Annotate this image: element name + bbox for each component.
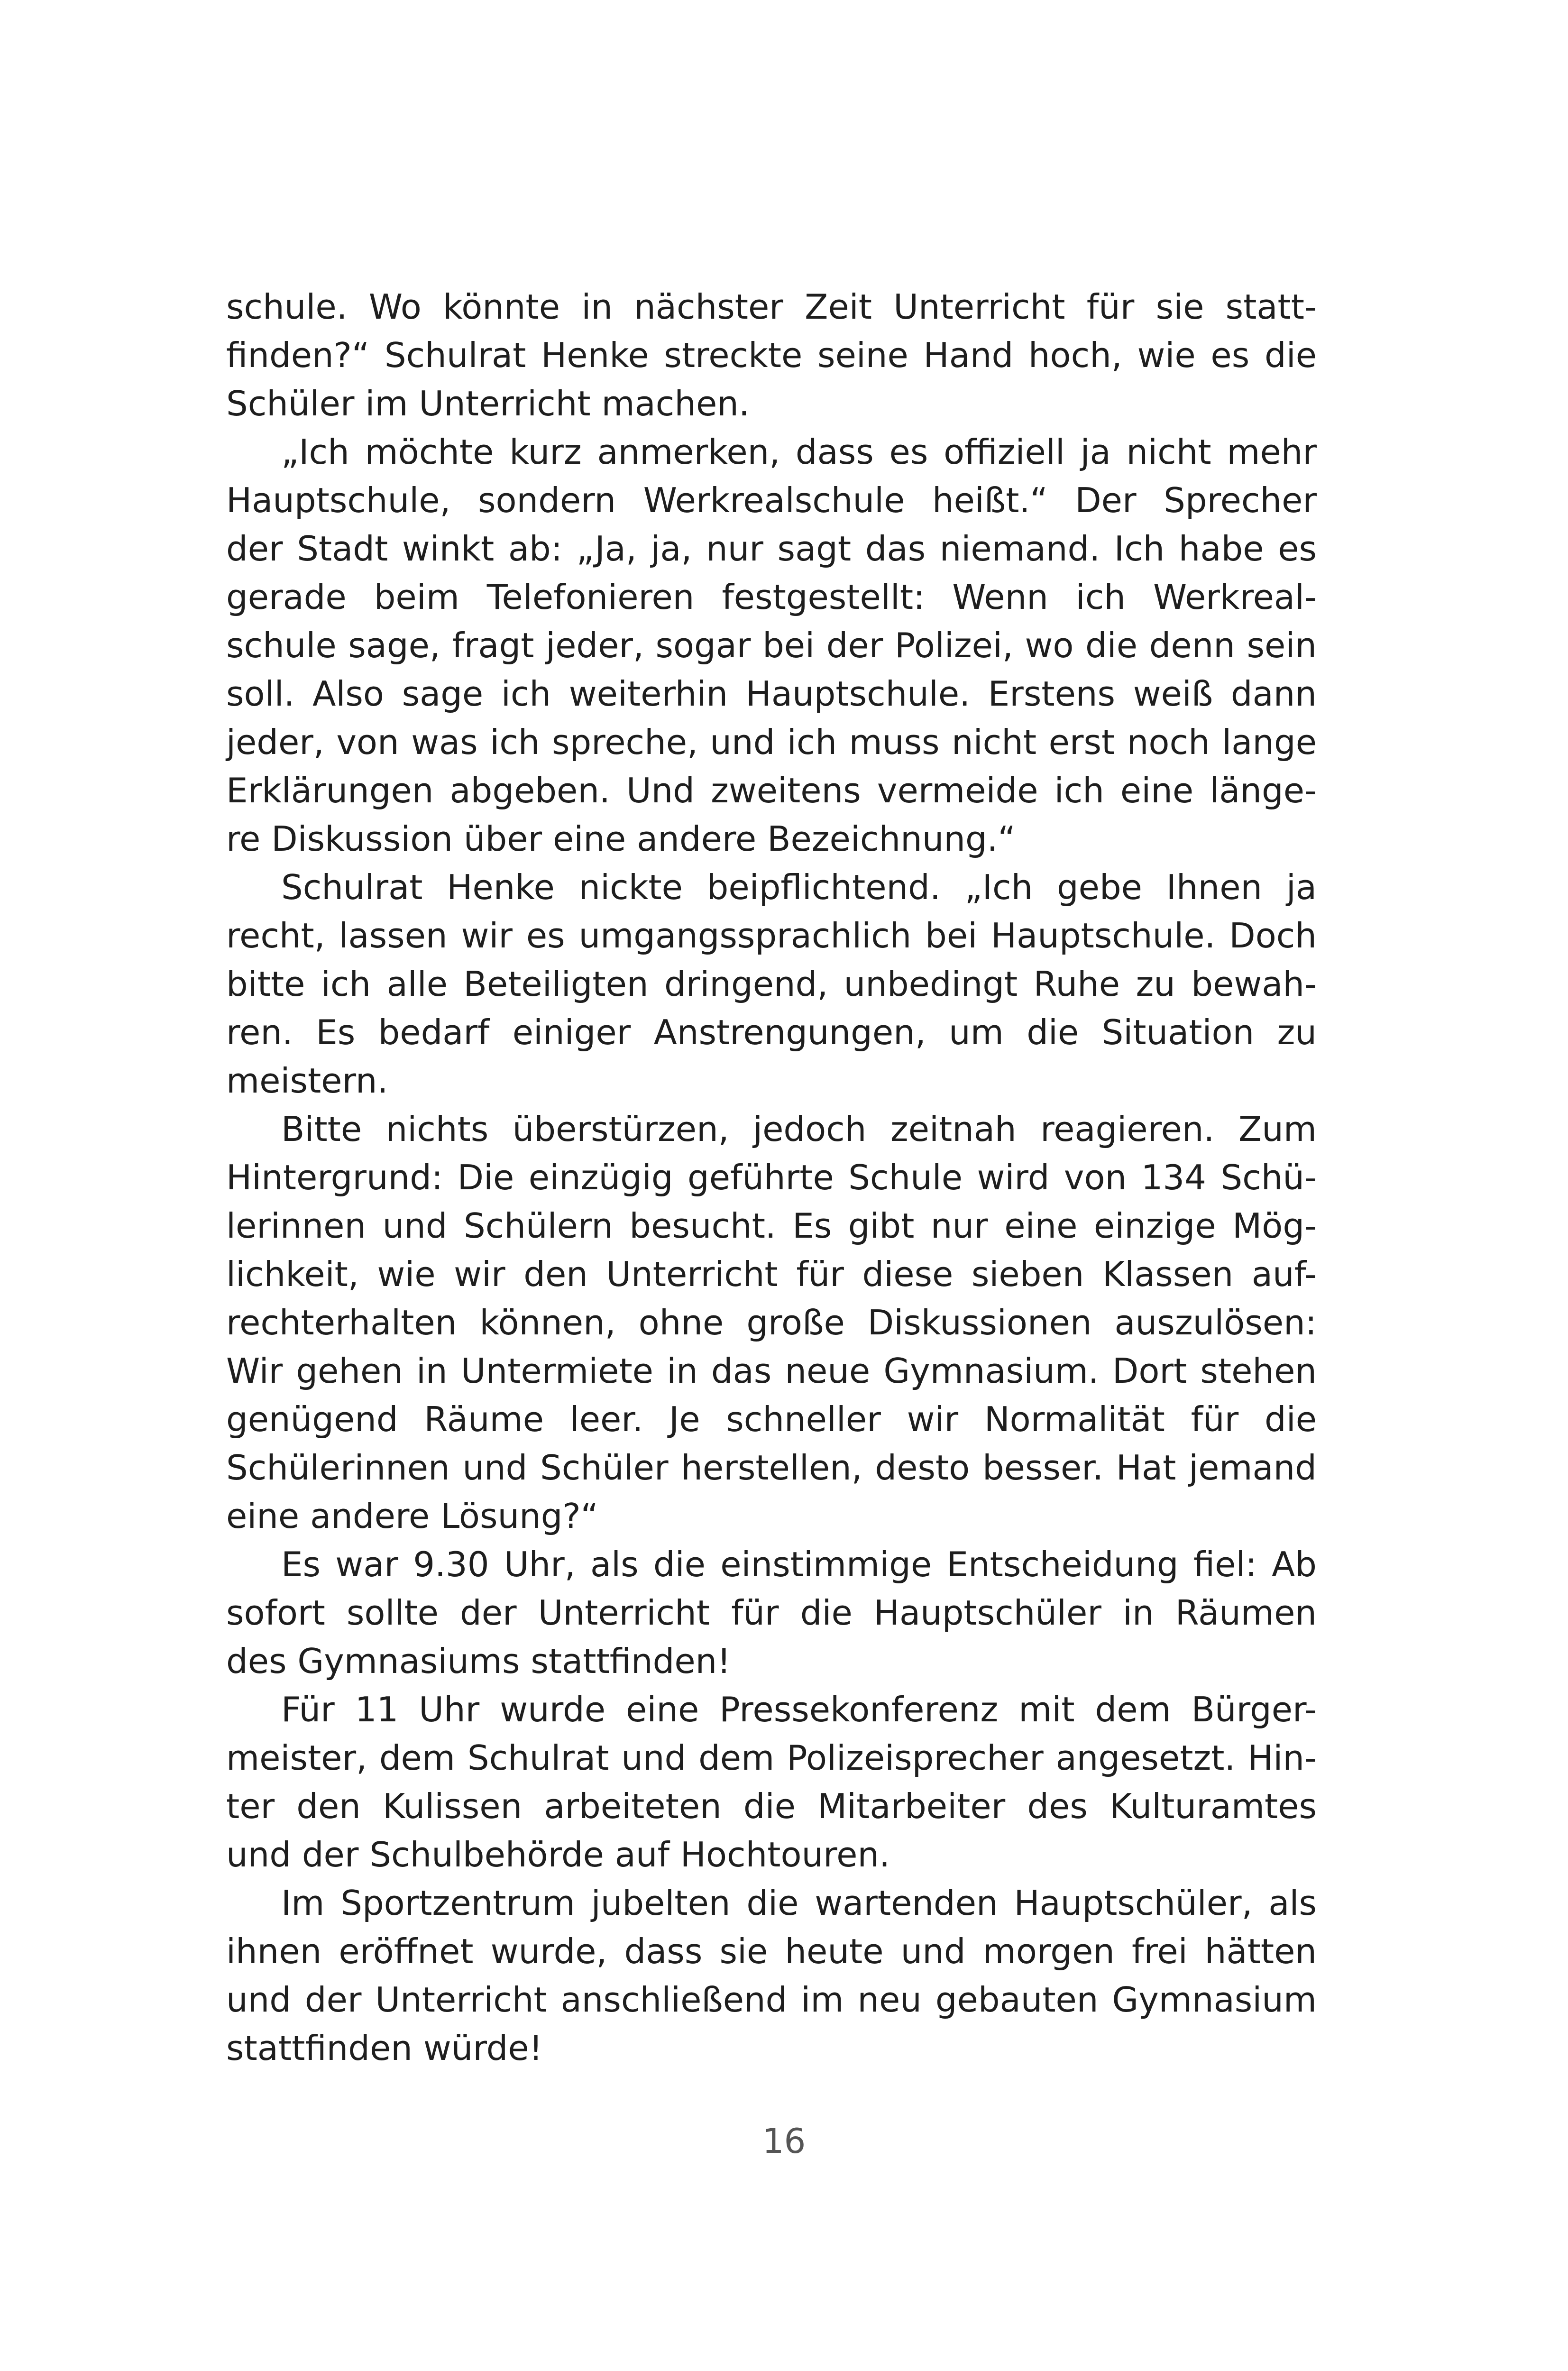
- text-line: genügend Räume leer. Je schneller wir Normalität für die: [226, 1399, 1317, 1439]
- text-line: Schülerinnen und Schüler herstellen, desto besser. Hat jemand: [226, 1448, 1317, 1488]
- text-line: Bitte nichts überstürzen, jedoch zeitnah reagieren. Zum: [281, 1109, 1317, 1149]
- text-line: stattfinden würde!: [226, 2028, 543, 2068]
- text-line: Schulrat Henke nickte beipflichtend. „Ich gebe Ihnen ja: [281, 867, 1317, 907]
- text-line: bitte ich alle Beteiligten dringend, unbedingt Ruhe zu bewah-: [226, 964, 1317, 1004]
- text-line: schule. Wo könnte in nächster Zeit Unterricht für sie statt-: [226, 287, 1317, 327]
- text-line: gerade beim Telefonieren festgestellt: Wenn ich Werkreal-: [226, 577, 1317, 617]
- text-line: Hauptschule, sondern Werkrealschule heißt.“ Der Sprecher: [226, 480, 1317, 520]
- text-line: meistern.: [226, 1061, 388, 1101]
- text-line: und der Unterricht anschließend im neu gebauten Gymnasium: [226, 1980, 1317, 2020]
- text-line: ren. Es bedarf einiger Anstrengungen, um die Situation zu: [226, 1012, 1317, 1052]
- text-line: ihnen eröffnet wurde, dass sie heute und morgen frei hätten: [226, 1931, 1317, 1971]
- text-line: lerinnen und Schülern besucht. Es gibt nur eine einzige Mög-: [226, 1206, 1317, 1246]
- text-line: Schüler im Unterricht machen.: [226, 384, 750, 423]
- text-line: recht, lassen wir es umgangssprachlich bei Hauptschule. Doch: [226, 916, 1317, 956]
- text-line: Wir gehen in Untermiete in das neue Gymnasium. Dort stehen: [226, 1351, 1317, 1391]
- text-line: ter den Kulissen arbeiteten die Mitarbeiter des Kulturamtes: [226, 1786, 1317, 1826]
- text-line: „Ich möchte kurz anmerken, dass es offiziell ja nicht mehr: [281, 432, 1317, 472]
- text-line: eine andere Lösung?“: [226, 1496, 598, 1536]
- text-line: der Stadt winkt ab: „Ja, ja, nur sagt das niemand. Ich habe es: [226, 529, 1317, 569]
- text-line: Erklärungen abgeben. Und zweitens vermeide ich eine länge-: [226, 771, 1317, 810]
- text-line: des Gymnasiums stattfinden!: [226, 1641, 731, 1681]
- text-line: Für 11 Uhr wurde eine Pressekonferenz mit dem Bürger-: [281, 1690, 1317, 1729]
- page-number: 16: [762, 2121, 806, 2161]
- text-line: re Diskussion über eine andere Bezeichnung.“: [226, 819, 1016, 859]
- text-line: finden?“ Schulrat Henke streckte seine Hand hoch, wie es die: [226, 335, 1317, 375]
- text-line: jeder, von was ich spreche, und ich muss nicht erst noch lange: [226, 722, 1317, 762]
- text-line: rechterhalten können, ohne große Diskussionen auszulösen:: [226, 1303, 1317, 1342]
- text-line: und der Schulbehörde auf Hochtouren.: [226, 1835, 890, 1875]
- text-line: Es war 9.30 Uhr, als die einstimmige Entscheidung fiel: Ab: [281, 1544, 1317, 1584]
- text-line: soll. Also sage ich weiterhin Hauptschule. Erstens weiß dann: [226, 674, 1317, 714]
- text-line: meister, dem Schulrat und dem Polizeisprecher angesetzt. Hin-: [226, 1738, 1317, 1778]
- text-line: lichkeit, wie wir den Unterricht für diese sieben Klassen auf-: [226, 1254, 1317, 1294]
- body-text: [226, 283, 1317, 2072]
- text-line: sofort sollte der Unterricht für die Hauptschüler in Räumen: [226, 1593, 1317, 1633]
- text-line: Im Sportzentrum jubelten die wartenden Hauptschüler, als: [281, 1883, 1317, 1923]
- text-line: schule sage, fragt jeder, sogar bei der Polizei, wo die denn sein: [226, 625, 1317, 665]
- text-line: Hintergrund: Die einzügig geführte Schule wird von 134 Schü-: [226, 1158, 1317, 1197]
